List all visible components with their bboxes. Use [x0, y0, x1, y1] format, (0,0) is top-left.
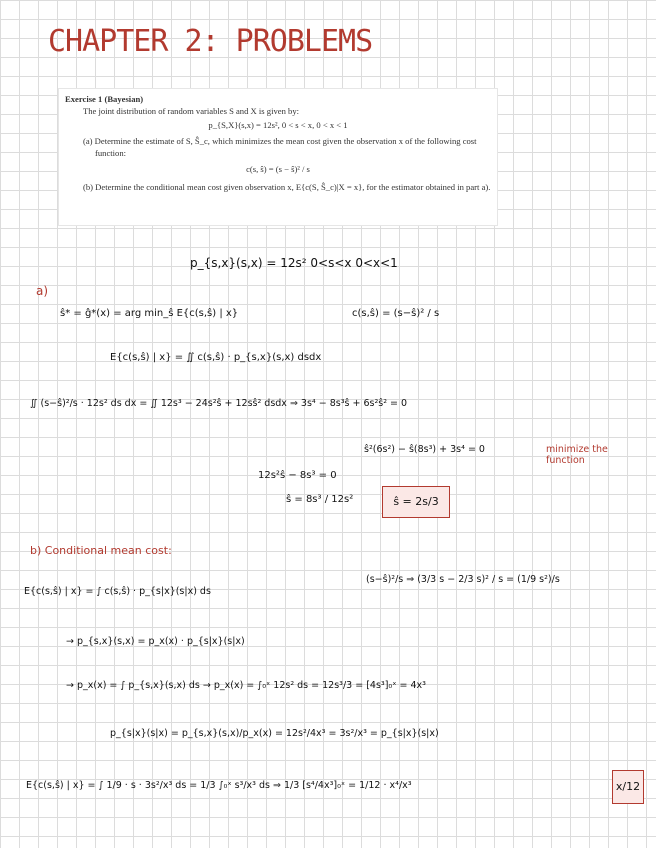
- expected-cost-line: E{c(s,ŝ) | x} = ∬ c(s,ŝ) · p_{s,x}(s,x) dsdx: [110, 352, 322, 363]
- bayes-factorization: → p_{s,x}(s,x) = p_x(x) · p_{s|x}(s|x): [66, 636, 245, 647]
- cost-function: c(s,ŝ) = (s−ŝ)² / s: [352, 308, 440, 319]
- final-expectation-line: E{c(s,ŝ) | x} = ∫ 1/9 · s · 3s²/x³ ds = 1/3 ∫₀ˣ s³/x³ ds ⇒ 1/3 [s⁴/4x³]₀ˣ = 1/12 · x⁴/x³: [26, 780, 412, 791]
- estimate-fraction: ŝ = 8s³ / 12s²: [286, 494, 354, 505]
- quadratic-line: ŝ²(6s²) − ŝ(8s³) + 3s⁴ = 0: [364, 444, 485, 455]
- double-integral-expansion: ∬ (s−ŝ)²/s · 12s² ds dx = ∬ 12s³ − 24s²ŝ + 12sŝ² dsdx ⇒ 3s⁴ − 8s³ŝ + 6s²ŝ² = 0: [30, 398, 408, 409]
- exercise-box: [58, 88, 498, 226]
- cost-substitution: (s−ŝ)²/s ⇒ (3/3 s − 2/3 s)² / s = (1/9 s²)/s: [366, 574, 560, 585]
- part-b-label: b) Conditional mean cost:: [30, 544, 172, 557]
- exercise-part-b: (b) Determine the conditional mean cost given observation x, E{c(S, Ŝ_c)|X = x}, for the estimator obtained in part a).: [83, 182, 491, 192]
- exercise-heading: Exercise 1 (Bayesian): [65, 94, 144, 104]
- joint-pdf-line: p_{s,x}(s,x) = 12s² 0<s<x 0<x<1: [190, 256, 398, 270]
- exercise-pdf: p_{S,X}(s,x) = 12s², 0 < s < x, 0 < x < 1: [208, 120, 348, 130]
- answer-b-box: x/12: [612, 770, 644, 804]
- exercise-cost: c(s, ŝ) = (s − ŝ)² / s: [246, 164, 310, 174]
- conditional-pdf-line: p_{s|x}(s|x) = p_{s,x}(s,x)/p_x(x) = 12s²/4x³ = 3s²/x³ = p_{s|x}(s|x): [110, 728, 439, 739]
- conditional-cost-line: E{c(s,ŝ) | x} = ∫ c(s,ŝ) · p_{s|x}(s|x) ds: [24, 586, 211, 597]
- derivative-line: 12s²ŝ − 8s³ = 0: [258, 470, 337, 481]
- minimize-note: minimize the function: [546, 444, 608, 466]
- marginal-pdf-line: → p_x(x) = ∫ p_{s,x}(s,x) ds → p_x(x) = ∫₀ˣ 12s² ds = 12s³/3 = [4s³]₀ˣ = 4x³: [66, 680, 426, 691]
- estimator-definition: ŝ* = ĝ*(x) = arg min_ŝ E{c(s,ŝ) | x}: [60, 308, 239, 319]
- answer-a-box: ŝ = 2s/3: [382, 486, 450, 518]
- part-a-label: a): [36, 284, 49, 298]
- page-title: CHAPTER 2: PROBLEMS: [48, 24, 373, 59]
- exercise-part-a: (a) Determine the estimate of S, Ŝ_c, which minimizes the mean cost given the observation x of the following cost function:: [83, 136, 477, 158]
- exercise-intro: The joint distribution of random variables S and X is given by:: [83, 106, 300, 116]
